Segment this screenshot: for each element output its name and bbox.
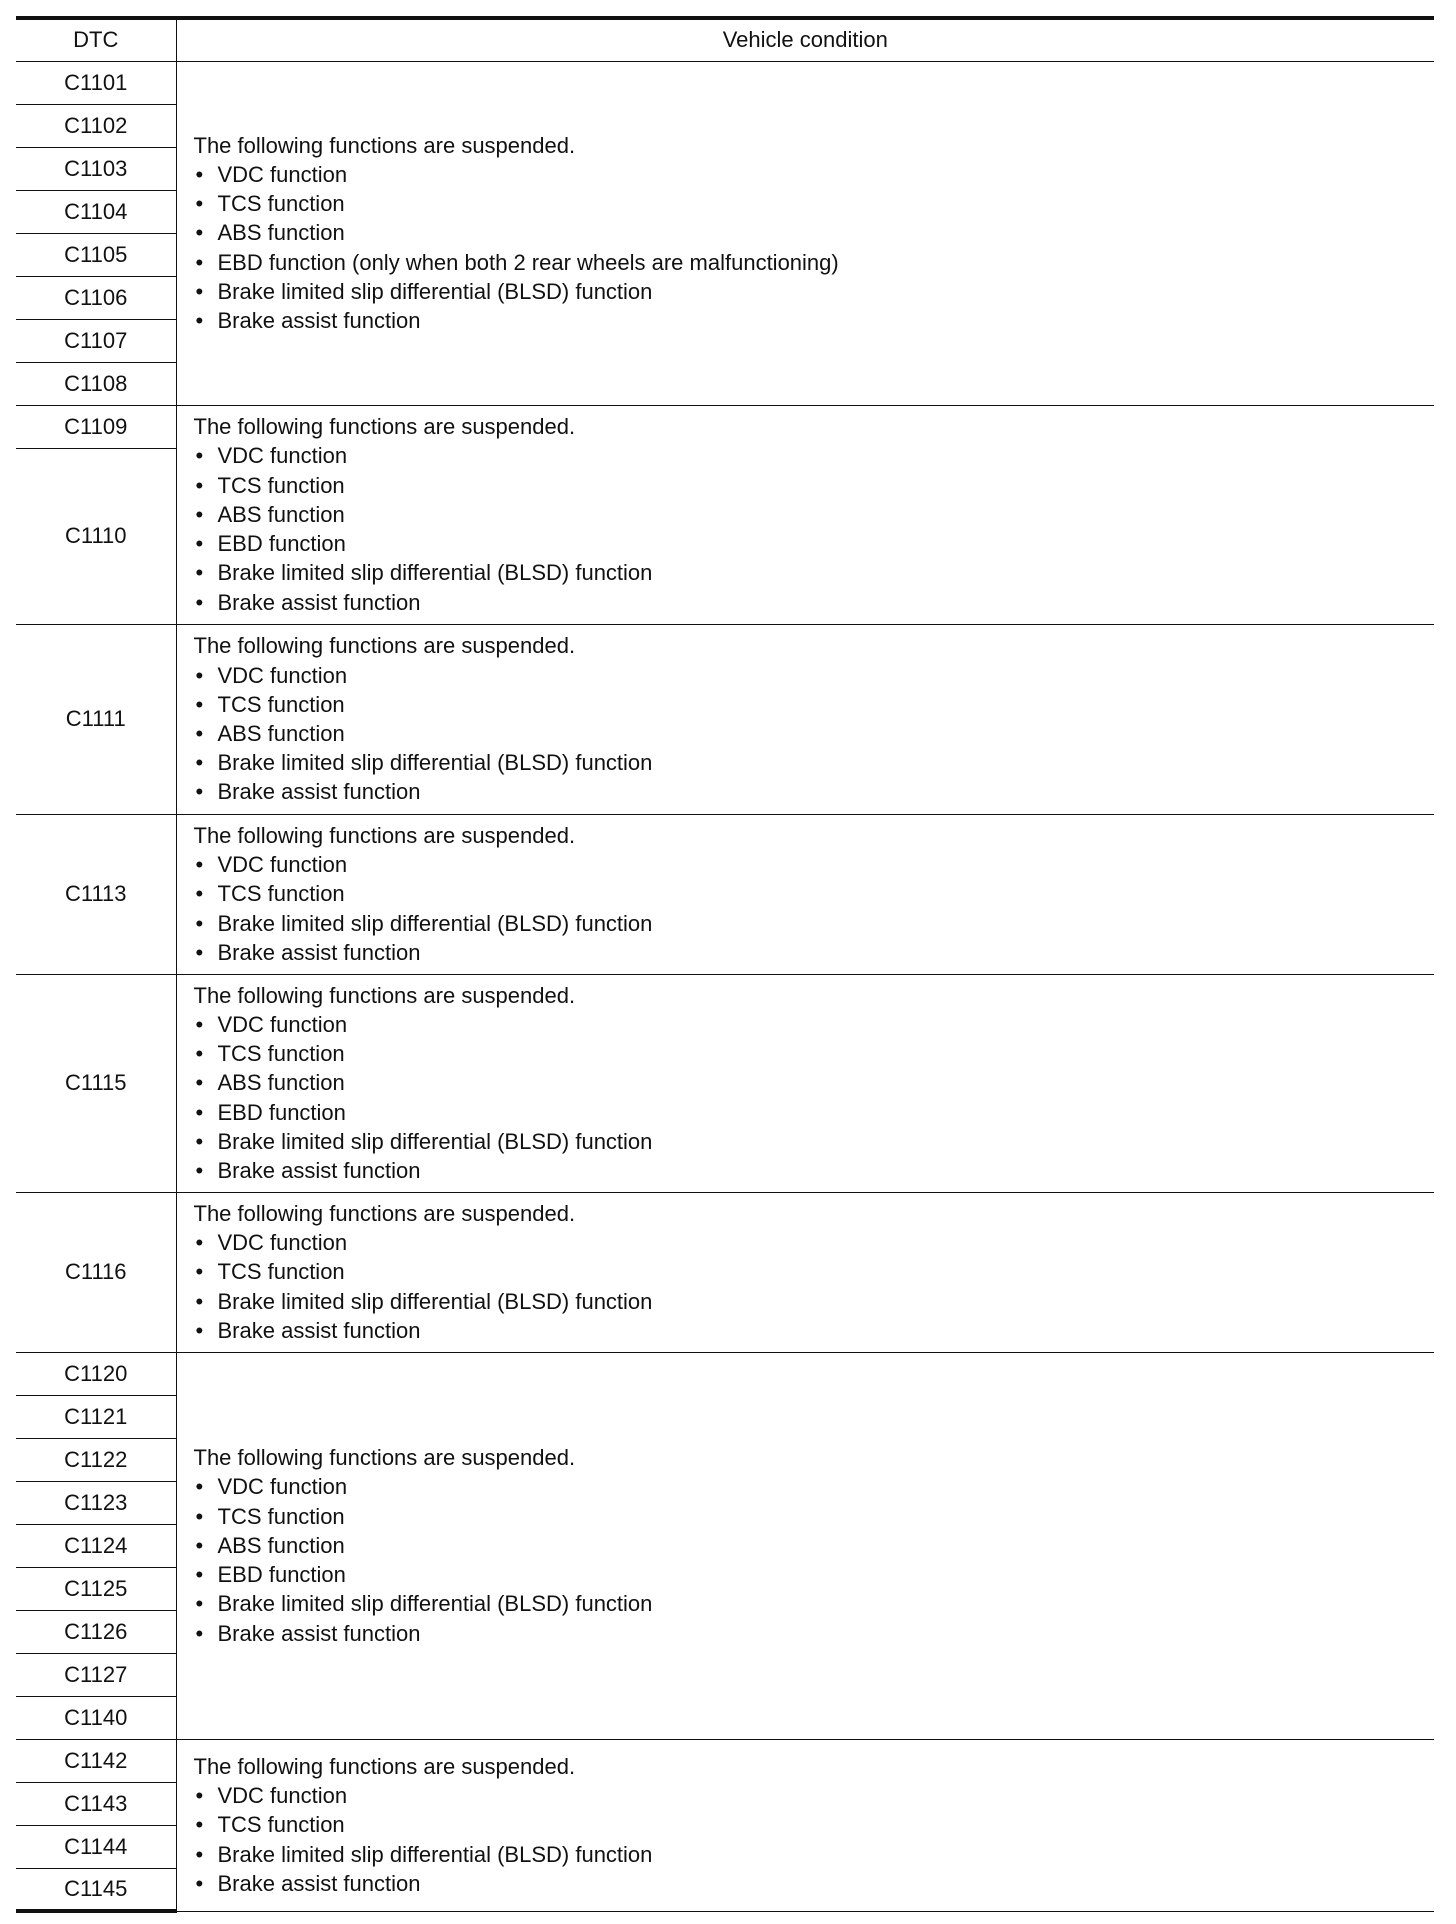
dtc-code-cell: C1127 <box>16 1653 176 1696</box>
suspended-function-item: • EBD function <box>194 1560 1435 1589</box>
suspended-function-list <box>194 1228 1435 1345</box>
suspended-function-item: • Brake assist function <box>194 1869 1435 1898</box>
suspended-function-list <box>194 1010 1435 1185</box>
dtc-code-cell: C1121 <box>16 1395 176 1438</box>
vehicle-condition-cell <box>176 1192 1434 1352</box>
condition-intro: The following functions are suspended. <box>193 1753 576 1779</box>
vehicle-condition-cell <box>176 405 1434 624</box>
condition-intro: The following functions are suspended. <box>193 1445 576 1471</box>
dtc-code-cell: C1122 <box>16 1438 176 1481</box>
dtc-code-cell: C1115 <box>16 974 176 1192</box>
suspended-function-item: • Brake assist function <box>194 1316 1435 1345</box>
suspended-function-item: • ABS function <box>194 218 1435 247</box>
suspended-function-item: • TCS function <box>194 879 1435 908</box>
header-vehicle-condition: Vehicle condition <box>176 18 1434 61</box>
table-row <box>16 814 1434 974</box>
dtc-code-cell: C1144 <box>16 1825 176 1868</box>
suspended-function-item: • Brake limited slip differential (BLSD) function <box>194 909 1435 938</box>
dtc-code-cell: C1110 <box>16 448 176 624</box>
suspended-function-item: • Brake assist function <box>194 777 1435 806</box>
table-row <box>16 1352 1434 1395</box>
dtc-code-cell: C1105 <box>16 233 176 276</box>
dtc-code-cell: C1106 <box>16 276 176 319</box>
suspended-function-list <box>194 1781 1435 1898</box>
suspended-function-item: • Brake limited slip differential (BLSD) function <box>194 1840 1435 1869</box>
dtc-table <box>16 16 1434 1913</box>
condition-intro: The following functions are suspended. <box>193 822 576 848</box>
suspended-function-item: • VDC function <box>194 661 1435 690</box>
table-row <box>16 1739 1434 1782</box>
suspended-function-item: • Brake assist function <box>194 1156 1435 1185</box>
suspended-function-item: • TCS function <box>194 1039 1435 1068</box>
condition-intro: The following functions are suspended. <box>193 132 576 158</box>
vehicle-condition-cell <box>176 814 1434 974</box>
suspended-function-item: • TCS function <box>194 471 1435 500</box>
table-row <box>16 1192 1434 1352</box>
suspended-function-item: • Brake limited slip differential (BLSD) function <box>194 1127 1435 1156</box>
suspended-function-item: • TCS function <box>194 1810 1435 1839</box>
suspended-function-item: • TCS function <box>194 690 1435 719</box>
dtc-code-cell: C1142 <box>16 1739 176 1782</box>
suspended-function-item: • VDC function <box>194 1010 1435 1039</box>
suspended-function-item: • Brake assist function <box>194 306 1435 335</box>
suspended-function-item: • Brake limited slip differential (BLSD) function <box>194 277 1435 306</box>
condition-intro: The following functions are suspended. <box>193 1200 576 1226</box>
vehicle-condition-cell <box>176 974 1434 1192</box>
table-body <box>16 61 1434 1911</box>
suspended-function-item: • VDC function <box>194 1228 1435 1257</box>
vehicle-condition-cell <box>176 1739 1434 1911</box>
suspended-function-item: • Brake assist function <box>194 938 1435 967</box>
suspended-function-item: • Brake assist function <box>194 588 1435 617</box>
dtc-code-cell: C1124 <box>16 1524 176 1567</box>
dtc-code-cell: C1109 <box>16 405 176 448</box>
suspended-function-list <box>194 160 1435 335</box>
suspended-function-list <box>194 441 1435 616</box>
table-row <box>16 624 1434 814</box>
suspended-function-item: • ABS function <box>194 500 1435 529</box>
suspended-function-list <box>194 850 1435 967</box>
vehicle-condition-cell <box>176 1352 1434 1739</box>
dtc-code-cell: C1101 <box>16 61 176 104</box>
suspended-function-item: • EBD function <box>194 1098 1435 1127</box>
vehicle-condition-cell <box>176 624 1434 814</box>
table-row <box>16 974 1434 1192</box>
dtc-code-cell: C1108 <box>16 362 176 405</box>
suspended-function-item: • VDC function <box>194 850 1435 879</box>
table-row <box>16 61 1434 104</box>
suspended-function-item: • Brake limited slip differential (BLSD) function <box>194 1287 1435 1316</box>
dtc-code-cell: C1113 <box>16 814 176 974</box>
suspended-function-item: • ABS function <box>194 719 1435 748</box>
suspended-function-item: • Brake limited slip differential (BLSD) function <box>194 1589 1435 1618</box>
suspended-function-item: • VDC function <box>194 1472 1435 1501</box>
dtc-code-cell: C1123 <box>16 1481 176 1524</box>
dtc-code-cell: C1111 <box>16 624 176 814</box>
header-row <box>16 18 1434 61</box>
suspended-function-item: • TCS function <box>194 189 1435 218</box>
dtc-code-cell: C1126 <box>16 1610 176 1653</box>
dtc-code-cell: C1140 <box>16 1696 176 1739</box>
dtc-code-cell: C1116 <box>16 1192 176 1352</box>
dtc-code-cell: C1120 <box>16 1352 176 1395</box>
dtc-code-cell: C1107 <box>16 319 176 362</box>
dtc-code-cell: C1104 <box>16 190 176 233</box>
dtc-code-cell: C1143 <box>16 1782 176 1825</box>
suspended-function-item: • EBD function (only when both 2 rear wheels are malfunctioning) <box>194 248 1435 277</box>
suspended-function-item: • VDC function <box>194 1781 1435 1810</box>
suspended-function-item: • Brake limited slip differential (BLSD) function <box>194 558 1435 587</box>
suspended-function-item: • Brake assist function <box>194 1619 1435 1648</box>
suspended-function-item: • TCS function <box>194 1257 1435 1286</box>
vehicle-condition-cell <box>176 61 1434 405</box>
suspended-function-item: • VDC function <box>194 160 1435 189</box>
suspended-function-item: • ABS function <box>194 1531 1435 1560</box>
condition-intro: The following functions are suspended. <box>193 414 576 440</box>
suspended-function-list <box>194 1472 1435 1647</box>
dtc-code-cell: C1102 <box>16 104 176 147</box>
suspended-function-item: • ABS function <box>194 1068 1435 1097</box>
condition-intro: The following functions are suspended. <box>193 982 576 1008</box>
suspended-function-item: • VDC function <box>194 441 1435 470</box>
table-row <box>16 405 1434 448</box>
condition-intro: The following functions are suspended. <box>193 633 576 659</box>
dtc-code-cell: C1125 <box>16 1567 176 1610</box>
dtc-code-cell: C1145 <box>16 1868 176 1911</box>
suspended-function-item: • Brake limited slip differential (BLSD) function <box>194 748 1435 777</box>
suspended-function-item: • EBD function <box>194 529 1435 558</box>
header-dtc: DTC <box>16 18 176 61</box>
suspended-function-item: • TCS function <box>194 1502 1435 1531</box>
suspended-function-list <box>194 661 1435 807</box>
dtc-code-cell: C1103 <box>16 147 176 190</box>
